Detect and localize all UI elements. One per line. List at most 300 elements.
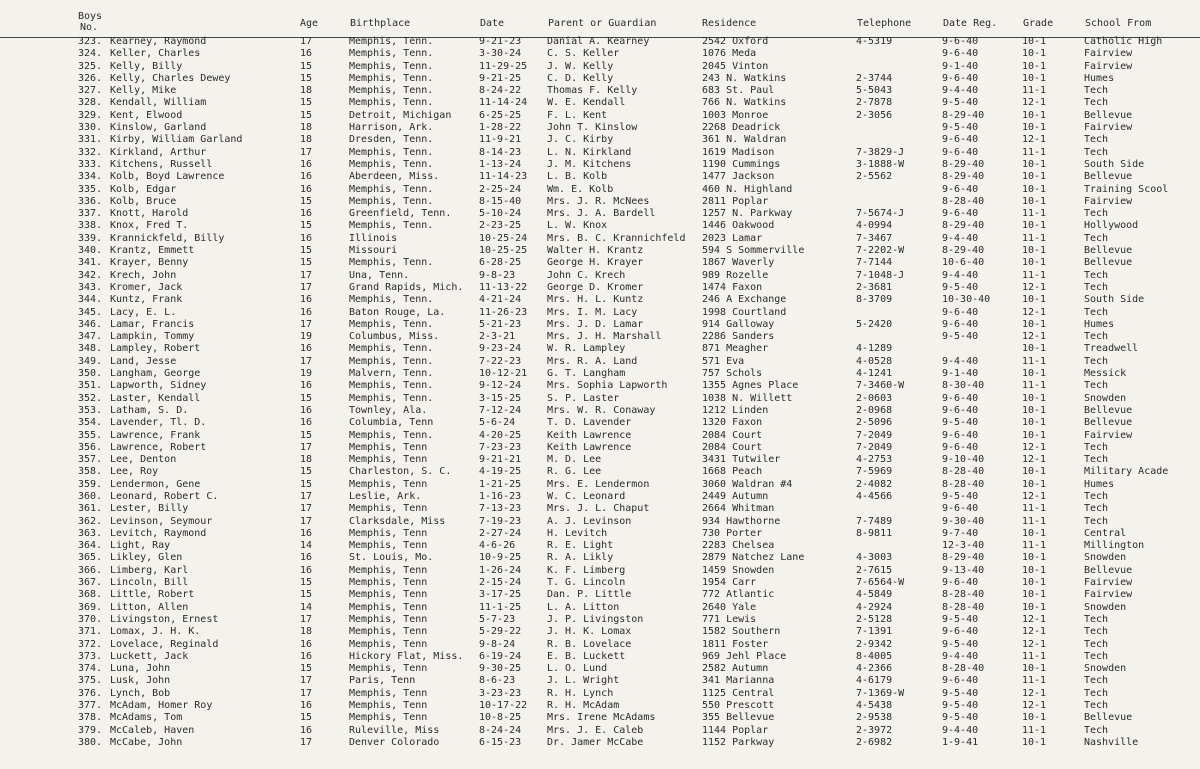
entry-number: 340. — [78, 245, 103, 257]
table-row — [0, 639, 1200, 651]
parent-guardian: Mrs. J. D. Lamar — [547, 318, 644, 330]
grade: 10-1 — [1022, 478, 1047, 490]
entry-number: 374. — [78, 663, 103, 675]
header-school-from: School From — [1085, 18, 1152, 29]
birth-date: 11-29-25 — [479, 60, 528, 72]
telephone: 4-0528 — [856, 355, 893, 367]
school-from: Tech — [1084, 146, 1109, 158]
table-row — [0, 73, 1200, 85]
birth-date: 8-6-23 — [479, 675, 516, 687]
birthplace: Memphis, Tenn — [349, 626, 428, 638]
entry-number: 353. — [78, 404, 103, 416]
date-registered: 9-6-40 — [942, 306, 979, 318]
school-from: Hollywood — [1084, 220, 1139, 232]
telephone: 7-2049 — [856, 429, 893, 441]
telephone: 2-0968 — [856, 404, 893, 416]
birth-date: 9-21-23 — [479, 36, 522, 47]
date-registered: 9-6-40 — [942, 429, 979, 441]
birthplace: Memphis, Tenn — [349, 589, 428, 601]
telephone: 8-4005 — [856, 650, 893, 662]
school-from: Snowden — [1084, 601, 1127, 613]
school-from: Fairview — [1084, 122, 1133, 134]
grade: 10-1 — [1022, 60, 1047, 72]
birth-date: 2-23-25 — [479, 220, 522, 232]
entry-number: 329. — [78, 109, 103, 121]
date-registered: 9-6-40 — [942, 392, 979, 404]
table-row — [0, 245, 1200, 257]
table-row — [0, 97, 1200, 109]
student-name: Kolb, Boyd Lawrence — [110, 171, 225, 183]
residence: 1212 Linden — [702, 404, 769, 416]
parent-guardian: R. A. Likly — [547, 552, 614, 564]
date-registered: 9-1-40 — [942, 368, 979, 380]
birth-date: 8-24-24 — [479, 724, 522, 736]
birthplace: Memphis, Tenn — [349, 478, 428, 490]
student-name: McAdams, Tom — [110, 712, 183, 724]
student-name: Lincoln, Bill — [110, 577, 189, 589]
student-name: Laster, Kendall — [110, 392, 201, 404]
residence: 989 Rozelle — [702, 269, 769, 281]
date-registered: 9-6-40 — [942, 72, 979, 84]
date-registered: 9-1-40 — [942, 60, 979, 72]
grade: 11-1 — [1022, 232, 1047, 244]
table-row — [0, 159, 1200, 171]
grade: 10-1 — [1022, 577, 1047, 589]
student-name: Knott, Harold — [110, 208, 189, 220]
entry-number: 370. — [78, 613, 103, 625]
date-registered: 9-6-40 — [942, 318, 979, 330]
birthplace: Memphis, Tenn. — [349, 158, 434, 170]
age: 17 — [300, 36, 313, 47]
date-registered: 9-5-40 — [942, 417, 979, 429]
birth-date: 3-23-23 — [479, 687, 522, 699]
birthplace: Memphis, Tenn. — [349, 294, 434, 306]
header-boys: Boys — [78, 11, 103, 22]
age: 15 — [300, 97, 313, 109]
grade: 11-1 — [1022, 380, 1047, 392]
student-name: Lacy, E. L. — [110, 306, 177, 318]
table-row — [0, 147, 1200, 159]
entry-number: 332. — [78, 146, 103, 158]
age: 16 — [300, 183, 313, 195]
birthplace: Memphis, Tenn. — [349, 257, 434, 269]
birthplace: Memphis, Tenn. — [349, 195, 434, 207]
table-row — [0, 688, 1200, 700]
birth-date: 10-9-25 — [479, 552, 522, 564]
grade: 11-1 — [1022, 503, 1047, 515]
school-from: Fairview — [1084, 195, 1133, 207]
table-row — [0, 700, 1200, 712]
birth-date: 2-3-21 — [479, 331, 516, 343]
parent-guardian: J. P. Livingston — [547, 613, 644, 625]
birthplace: Malvern, Tenn. — [349, 368, 434, 380]
table-row — [0, 134, 1200, 146]
date-registered: 9-5-40 — [942, 281, 979, 293]
school-from: Tech — [1084, 441, 1109, 453]
table-row — [0, 675, 1200, 687]
residence: 1998 Courtland — [702, 306, 787, 318]
birth-date: 7-12-24 — [479, 404, 522, 416]
grade: 10-1 — [1022, 392, 1047, 404]
birthplace: Aberdeen, Miss. — [349, 171, 440, 183]
parent-guardian: J. H. K. Lomax — [547, 626, 632, 638]
school-from: Treadwell — [1084, 343, 1139, 355]
table-row — [0, 466, 1200, 478]
grade: 10-1 — [1022, 466, 1047, 478]
grade: 12-1 — [1022, 638, 1047, 650]
parent-guardian: Mrs. J. A. Bardell — [547, 208, 656, 220]
table-row — [0, 442, 1200, 454]
birth-date: 5-6-24 — [479, 417, 516, 429]
telephone: 4-6179 — [856, 675, 893, 687]
parent-guardian: J. C. Kirby — [547, 134, 614, 146]
table-row — [0, 528, 1200, 540]
birth-date: 9-21-21 — [479, 454, 522, 466]
entry-number: 372. — [78, 638, 103, 650]
date-registered: 9-4-40 — [942, 232, 979, 244]
age: 16 — [300, 380, 313, 392]
birthplace: Memphis, Tenn — [349, 503, 428, 515]
student-name: Land, Jesse — [110, 355, 177, 367]
birthplace: Memphis, Tenn — [349, 577, 428, 589]
school-from: Tech — [1084, 355, 1109, 367]
school-from: Bellevue — [1084, 404, 1133, 416]
entry-number: 355. — [78, 429, 103, 441]
residence: 757 Schols — [702, 368, 763, 380]
birthplace: Memphis, Tenn — [349, 454, 428, 466]
student-name: Kearney, Raymond — [110, 36, 207, 47]
age: 16 — [300, 552, 313, 564]
entry-number: 377. — [78, 700, 103, 712]
grade: 10-1 — [1022, 36, 1047, 47]
age: 16 — [300, 724, 313, 736]
birthplace: Memphis, Tenn. — [349, 429, 434, 441]
student-name: Litton, Allen — [110, 601, 189, 613]
student-name: McCaleb, Haven — [110, 724, 195, 736]
parent-guardian: Mrs. J. E. Caleb — [547, 724, 644, 736]
age: 18 — [300, 626, 313, 638]
entry-number: 324. — [78, 48, 103, 60]
residence: 1190 Cummings — [702, 158, 781, 170]
birth-date: 7-22-23 — [479, 355, 522, 367]
student-name: Krannickfeld, Billy — [110, 232, 225, 244]
grade: 10-1 — [1022, 552, 1047, 564]
birth-date: 5-7-23 — [479, 613, 516, 625]
residence: 3060 Waldran #4 — [702, 478, 793, 490]
student-name: Lampkin, Tommy — [110, 331, 195, 343]
entry-number: 375. — [78, 675, 103, 687]
entry-number: 348. — [78, 343, 103, 355]
school-from: Tech — [1084, 626, 1109, 638]
date-registered: 9-4-40 — [942, 355, 979, 367]
student-name: Lester, Billy — [110, 503, 189, 515]
birthplace: Columbus, Miss. — [349, 331, 440, 343]
telephone: 4-5319 — [856, 36, 893, 47]
student-name: Kitchens, Russell — [110, 158, 213, 170]
grade: 11-1 — [1022, 269, 1047, 281]
grade: 11-1 — [1022, 85, 1047, 97]
entry-number: 349. — [78, 355, 103, 367]
parent-guardian: G. T. Langham — [547, 368, 626, 380]
entry-number: 361. — [78, 503, 103, 515]
grade: 10-1 — [1022, 343, 1047, 355]
date-registered: 8-28-40 — [942, 195, 985, 207]
table-row — [0, 454, 1200, 466]
telephone: 2-3972 — [856, 724, 893, 736]
date-registered: 9-6-40 — [942, 441, 979, 453]
age: 15 — [300, 257, 313, 269]
parent-guardian: S. P. Laster — [547, 392, 620, 404]
table-row — [0, 356, 1200, 368]
table-row — [0, 725, 1200, 737]
residence: 246 A Exchange — [702, 294, 787, 306]
telephone: 2-4082 — [856, 478, 893, 490]
residence: 2811 Poplar — [702, 195, 769, 207]
student-name: Luna, John — [110, 663, 171, 675]
school-from: Humes — [1084, 478, 1115, 490]
parent-guardian: George D. Kromer — [547, 281, 644, 293]
date-registered: 9-5-40 — [942, 97, 979, 109]
age: 16 — [300, 527, 313, 539]
parent-guardian: John T. Kinslow — [547, 122, 638, 134]
telephone: 7-6564-W — [856, 577, 905, 589]
birth-date: 10-12-21 — [479, 368, 528, 380]
entry-number: 360. — [78, 490, 103, 502]
school-from: Bellevue — [1084, 171, 1133, 183]
parent-guardian: John C. Krech — [547, 269, 626, 281]
parent-guardian: M. D. Lee — [547, 454, 602, 466]
school-from: Fairview — [1084, 589, 1133, 601]
birthplace: Hickory Flat, Miss. — [349, 650, 464, 662]
student-name: Luckett, Jack — [110, 650, 189, 662]
birthplace: Paris, Tenn — [349, 675, 416, 687]
date-registered: 8-29-40 — [942, 158, 985, 170]
student-name: Lee, Denton — [110, 454, 177, 466]
telephone: 4-2924 — [856, 601, 893, 613]
age: 17 — [300, 441, 313, 453]
birth-date: 9-23-24 — [479, 343, 522, 355]
date-registered: 9-10-40 — [942, 454, 985, 466]
student-name: Lamar, Francis — [110, 318, 195, 330]
date-registered: 10-30-40 — [942, 294, 991, 306]
age: 17 — [300, 490, 313, 502]
birth-date: 11-1-25 — [479, 601, 522, 613]
date-registered: 10-6-40 — [942, 257, 985, 269]
school-from: Tech — [1084, 269, 1109, 281]
grade: 10-1 — [1022, 72, 1047, 84]
birthplace: Memphis, Tenn. — [349, 318, 434, 330]
parent-guardian: Keith Lawrence — [547, 441, 632, 453]
school-from: Snowden — [1084, 552, 1127, 564]
birthplace: Memphis, Tenn. — [349, 60, 434, 72]
residence: 2268 Deadrick — [702, 122, 781, 134]
date-registered: 8-28-40 — [942, 589, 985, 601]
table-row — [0, 479, 1200, 491]
parent-guardian: C. D. Kelly — [547, 72, 614, 84]
school-from: Central — [1084, 527, 1127, 539]
student-name: McCabe, John — [110, 736, 183, 748]
student-name: Kent, Elwood — [110, 109, 183, 121]
birthplace: Memphis, Tenn. — [349, 183, 434, 195]
student-name: Likley, Glen — [110, 552, 183, 564]
birthplace: Memphis, Tenn. — [349, 85, 434, 97]
table-row — [0, 540, 1200, 552]
entry-number: 338. — [78, 220, 103, 232]
school-from: Bellevue — [1084, 245, 1133, 257]
table-row — [0, 233, 1200, 245]
residence: 1003 Monroe — [702, 109, 769, 121]
grade: 10-1 — [1022, 158, 1047, 170]
birth-date: 5-29-22 — [479, 626, 522, 638]
date-registered: 9-6-40 — [942, 36, 979, 47]
table-row — [0, 122, 1200, 134]
birthplace: Memphis, Tenn — [349, 441, 428, 453]
table-row — [0, 552, 1200, 564]
grade: 10-1 — [1022, 663, 1047, 675]
student-name: Kelly, Charles Dewey — [110, 72, 231, 84]
table-row — [0, 491, 1200, 503]
telephone: 4-2753 — [856, 454, 893, 466]
table-row — [0, 208, 1200, 220]
table-row — [0, 61, 1200, 73]
residence: 594 S Sommerville — [702, 245, 805, 257]
birth-date: 9-8-24 — [479, 638, 516, 650]
parent-guardian: J. M. Kitchens — [547, 158, 632, 170]
school-from: Tech — [1084, 134, 1109, 146]
age: 17 — [300, 687, 313, 699]
date-registered: 9-5-40 — [942, 638, 979, 650]
age: 19 — [300, 331, 313, 343]
telephone: 4-0994 — [856, 220, 893, 232]
age: 15 — [300, 60, 313, 72]
age: 17 — [300, 281, 313, 293]
age: 16 — [300, 208, 313, 220]
table-row — [0, 48, 1200, 60]
table-row — [0, 651, 1200, 663]
date-registered: 9-4-40 — [942, 85, 979, 97]
entry-number: 362. — [78, 515, 103, 527]
birthplace: Memphis, Tenn — [349, 540, 428, 552]
parent-guardian: Thomas F. Kelly — [547, 85, 638, 97]
birth-date: 4-19-25 — [479, 466, 522, 478]
birthplace: Memphis, Tenn — [349, 564, 428, 576]
table-row — [0, 257, 1200, 269]
birthplace: Dresden, Tenn. — [349, 134, 434, 146]
parent-guardian: Mrs. J. R. McNees — [547, 195, 650, 207]
date-registered: 9-4-40 — [942, 269, 979, 281]
birthplace: Memphis, Tenn. — [349, 72, 434, 84]
table-row — [0, 614, 1200, 626]
student-name: Levitch, Raymond — [110, 527, 207, 539]
birth-date: 10-25-25 — [479, 245, 528, 257]
age: 17 — [300, 503, 313, 515]
school-from: Tech — [1084, 232, 1109, 244]
school-from: Tech — [1084, 208, 1109, 220]
parent-guardian: C. S. Keller — [547, 48, 620, 60]
student-name: Light, Ray — [110, 540, 171, 552]
table-row — [0, 626, 1200, 638]
header-age: Age — [300, 18, 319, 29]
school-from: Fairview — [1084, 60, 1133, 72]
age: 15 — [300, 220, 313, 232]
date-registered: 12-3-40 — [942, 540, 985, 552]
date-registered: 9-6-40 — [942, 208, 979, 220]
birth-date: 10-17-22 — [479, 700, 528, 712]
school-from: Bellevue — [1084, 564, 1133, 576]
age: 15 — [300, 195, 313, 207]
table-row — [0, 270, 1200, 282]
student-name: Leonard, Robert C. — [110, 490, 219, 502]
age: 15 — [300, 466, 313, 478]
grade: 10-1 — [1022, 195, 1047, 207]
residence: 1811 Foster — [702, 638, 769, 650]
table-row — [0, 220, 1200, 232]
telephone: 7-3460-W — [856, 380, 905, 392]
table-row — [0, 417, 1200, 429]
date-registered: 9-5-40 — [942, 700, 979, 712]
school-from: Tech — [1084, 490, 1109, 502]
residence: 730 Porter — [702, 527, 763, 539]
telephone: 8-3709 — [856, 294, 893, 306]
school-from: Tech — [1084, 687, 1109, 699]
grade: 12-1 — [1022, 134, 1047, 146]
parent-guardian: Danial A. Kearney — [547, 36, 650, 47]
grade: 10-1 — [1022, 601, 1047, 613]
residence: 2582 Autumn — [702, 663, 769, 675]
birthplace: Memphis, Tenn. — [349, 355, 434, 367]
residence: 361 N. Waldran — [702, 134, 787, 146]
parent-guardian: R. G. Lee — [547, 466, 602, 478]
parent-guardian: Mrs. W. R. Conaway — [547, 404, 656, 416]
telephone: 4-5438 — [856, 700, 893, 712]
residence: 2449 Autumn — [702, 490, 769, 502]
birth-date: 1-13-24 — [479, 158, 522, 170]
residence: 914 Galloway — [702, 318, 775, 330]
school-from: Messick — [1084, 368, 1127, 380]
entry-number: 380. — [78, 736, 103, 748]
residence: 2542 Oxford — [702, 36, 769, 47]
date-registered: 8-29-40 — [942, 109, 985, 121]
date-registered: 8-29-40 — [942, 171, 985, 183]
student-name: Lomax, J. H. K. — [110, 626, 201, 638]
student-name: Kolb, Edgar — [110, 183, 177, 195]
residence: 1257 N. Parkway — [702, 208, 793, 220]
telephone: 7-1048-J — [856, 269, 905, 281]
residence: 2084 Court — [702, 441, 763, 453]
parent-guardian: Mrs. Irene McAdams — [547, 712, 656, 724]
date-registered: 9-6-40 — [942, 134, 979, 146]
column-headers — [0, 8, 1200, 38]
grade: 12-1 — [1022, 490, 1047, 502]
birth-date: 11-14-24 — [479, 97, 528, 109]
table-row — [0, 503, 1200, 515]
age: 16 — [300, 158, 313, 170]
date-registered: 9-6-40 — [942, 146, 979, 158]
grade: 11-1 — [1022, 355, 1047, 367]
residence: 3431 Tutwiler — [702, 454, 781, 466]
residence: 1152 Parkway — [702, 736, 775, 748]
residence: 871 Meagher — [702, 343, 769, 355]
residence: 341 Marianna — [702, 675, 775, 687]
parent-guardian: Dr. Jamer McCabe — [547, 736, 644, 748]
grade: 12-1 — [1022, 687, 1047, 699]
parent-guardian: W. C. Leonard — [547, 490, 626, 502]
telephone: 2-5128 — [856, 613, 893, 625]
entry-number: 325. — [78, 60, 103, 72]
parent-guardian: H. Levitch — [547, 527, 608, 539]
student-name: Kinslow, Garland — [110, 122, 207, 134]
header-birthplace: Birthplace — [350, 18, 411, 29]
